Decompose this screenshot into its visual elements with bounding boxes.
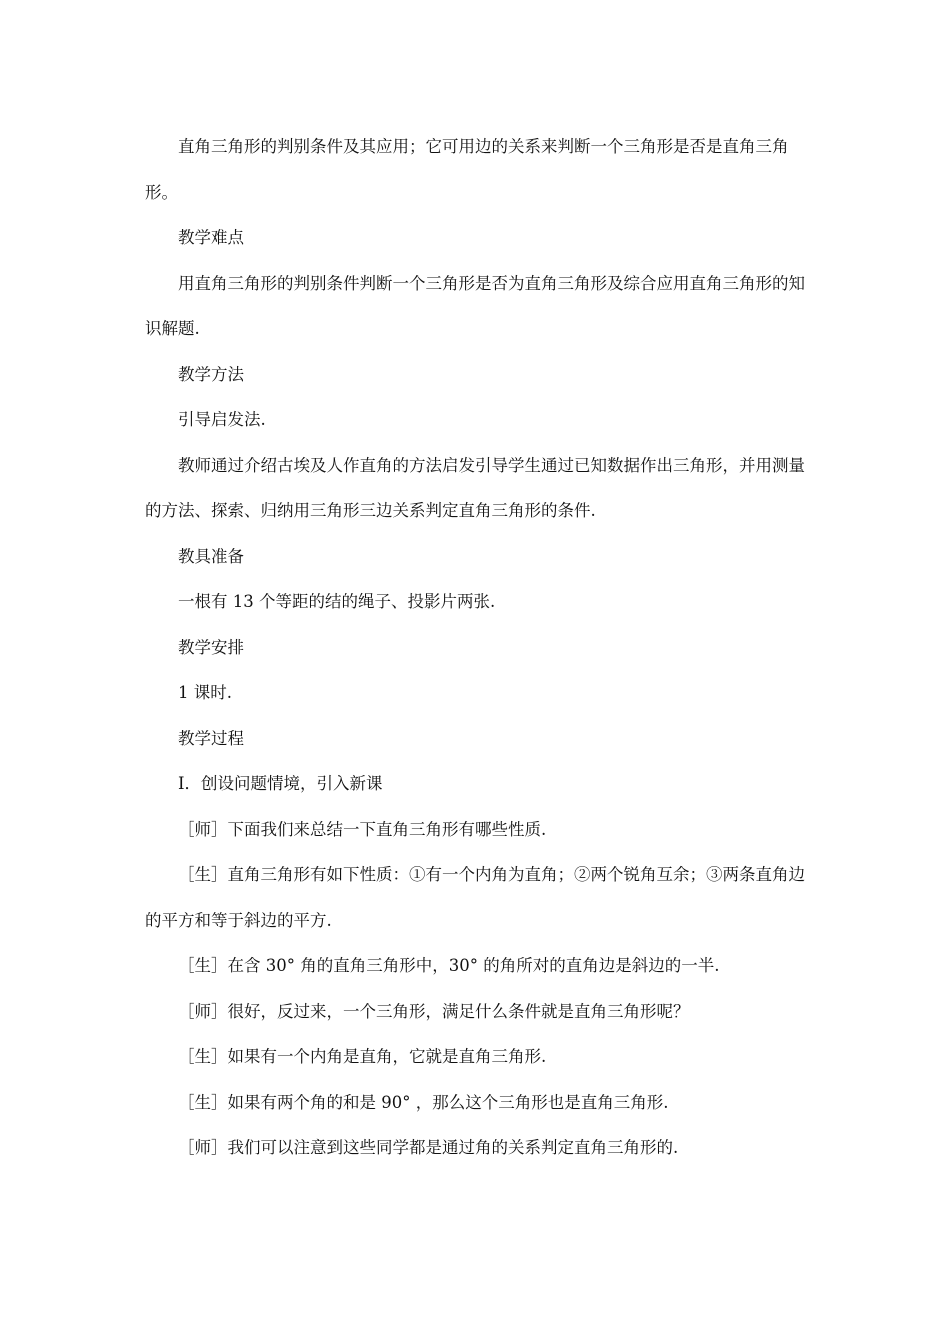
paragraph-tools: 一根有 13 个等距的结的绳子、投影片两张. bbox=[178, 592, 496, 611]
heading-process: 教学过程 bbox=[178, 728, 244, 748]
dialogue-line: ［师］我们可以注意到这些同学都是通过角的关系判定直角三角形的. bbox=[178, 1138, 679, 1157]
paragraph-method: 引导启发法. bbox=[178, 410, 266, 429]
paragraph-method-detail: 教师通过介绍古埃及人作直角的方法启发引导学生通过已知数据作出三角形，并用测量的方法、探索、归纳用三角形三边关系判定直角三角形的条件. bbox=[145, 455, 805, 520]
dialogue-line: ［生］如果有一个内角是直角，它就是直角三角形. bbox=[178, 1047, 547, 1066]
heading-method: 教学方法 bbox=[178, 364, 244, 384]
dialogue-line: ［生］在含 30° 角的直角三角形中，30° 的角所对的直角边是斜边的一半. bbox=[178, 956, 720, 975]
heading-schedule: 教学安排 bbox=[178, 637, 244, 657]
paragraph-difficulty: 用直角三角形的判别条件判断一个三角形是否为直角三角形及综合应用直角三角形的知识解题. bbox=[145, 273, 805, 338]
heading-difficulty: 教学难点 bbox=[178, 228, 244, 247]
dialogue-line: ［师］下面我们来总结一下直角三角形有哪些性质. bbox=[178, 819, 547, 839]
heading-tools: 教具准备 bbox=[178, 546, 244, 566]
paragraph-key-point: 直角三角形的判别条件及其应用；它可用边的关系来判断一个三角形是否是直角三角形。 bbox=[145, 137, 789, 202]
dialogue-line: ［师］很好，反过来，一个三角形，满足什么条件就是直角三角形呢？ bbox=[178, 1001, 690, 1021]
paragraph-schedule: 1 课时. bbox=[178, 683, 232, 702]
section-title-1: Ⅰ．创设问题情境，引入新课 bbox=[178, 774, 383, 793]
document-body bbox=[145, 124, 805, 1171]
dialogue-line: ［生］直角三角形有如下性质：①有一个内角为直角；②两个锐角互余；③两条直角边的平方和等于斜边的平方. bbox=[145, 865, 805, 930]
dialogue-line: ［生］如果有两个角的和是 90° ，那么这个三角形也是直角三角形. bbox=[178, 1092, 669, 1112]
